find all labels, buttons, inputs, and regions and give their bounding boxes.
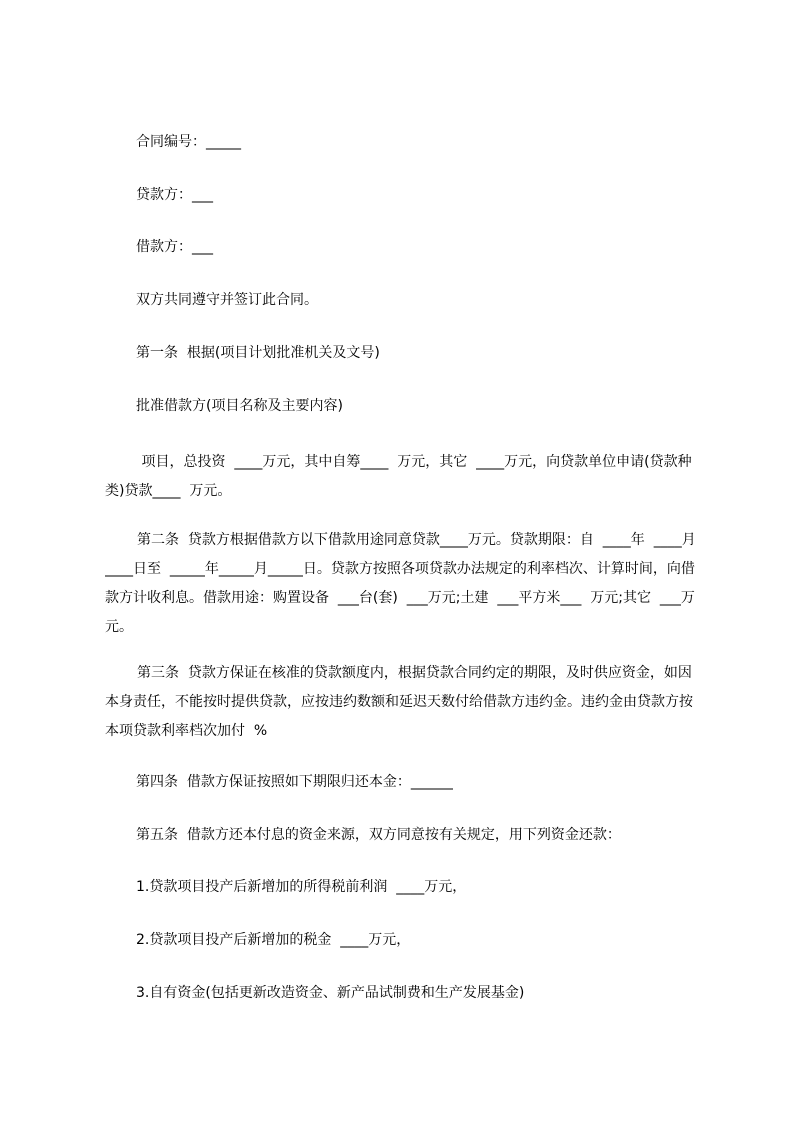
contract-number: 合同编号：_____ — [136, 134, 241, 150]
lender-line: 贷款方：___ — [136, 187, 213, 203]
article-2: 第二条 贷款方根据借款方以下借款用途同意贷款____万元。贷款期限：自 ____年 ____月____日至 _____年_____月_____日。贷款方按照各项贷款办法规定的利率档次、计算时间，向借款方计收利息。借款用途：购置设备 ___台(套) ___万元;土建 ___平方米___ 万元;其它 ___万元。 — [105, 532, 696, 635]
article-1-approval: 批准借款方(项目名称及主要内容) — [136, 398, 343, 414]
article-3: 第三条 贷款方保证在核准的贷款额度内，根据贷款合同约定的期限，及时供应资金，如因本身责任，不能按时提供贷款，应按违约数额和延迟天数付给借款方违约金。违约金由贷款方按本项贷款利率档次加付 % — [105, 665, 693, 739]
borrower-line: 借款方：___ — [136, 239, 213, 255]
repayment-item-2: 2.贷款项目投产后新增加的税金 ____万元， — [136, 932, 411, 948]
article-1-body: 项目，总投资 ____万元，其中自筹____ 万元，其它 ____万元，向贷款单位申请(贷款种类)贷款____ 万元。 — [105, 454, 692, 499]
intro-line: 双方共同遵守并签订此合同。 — [136, 292, 318, 308]
article-4: 第四条 借款方保证按照如下期限归还本金：______ — [136, 774, 453, 790]
repayment-item-1: 1.贷款项目投产后新增加的所得税前利润 ____万元， — [136, 879, 467, 895]
article-5: 第五条 借款方还本付息的资金来源，双方同意按有关规定，用下列资金还款： — [136, 827, 621, 843]
repayment-item-3: 3.自有资金(包括更新改造资金、新产品试制费和生产发展基金) — [136, 985, 525, 1001]
article-1-title: 第一条 根据(项目计划批准机关及文号) — [136, 345, 380, 361]
